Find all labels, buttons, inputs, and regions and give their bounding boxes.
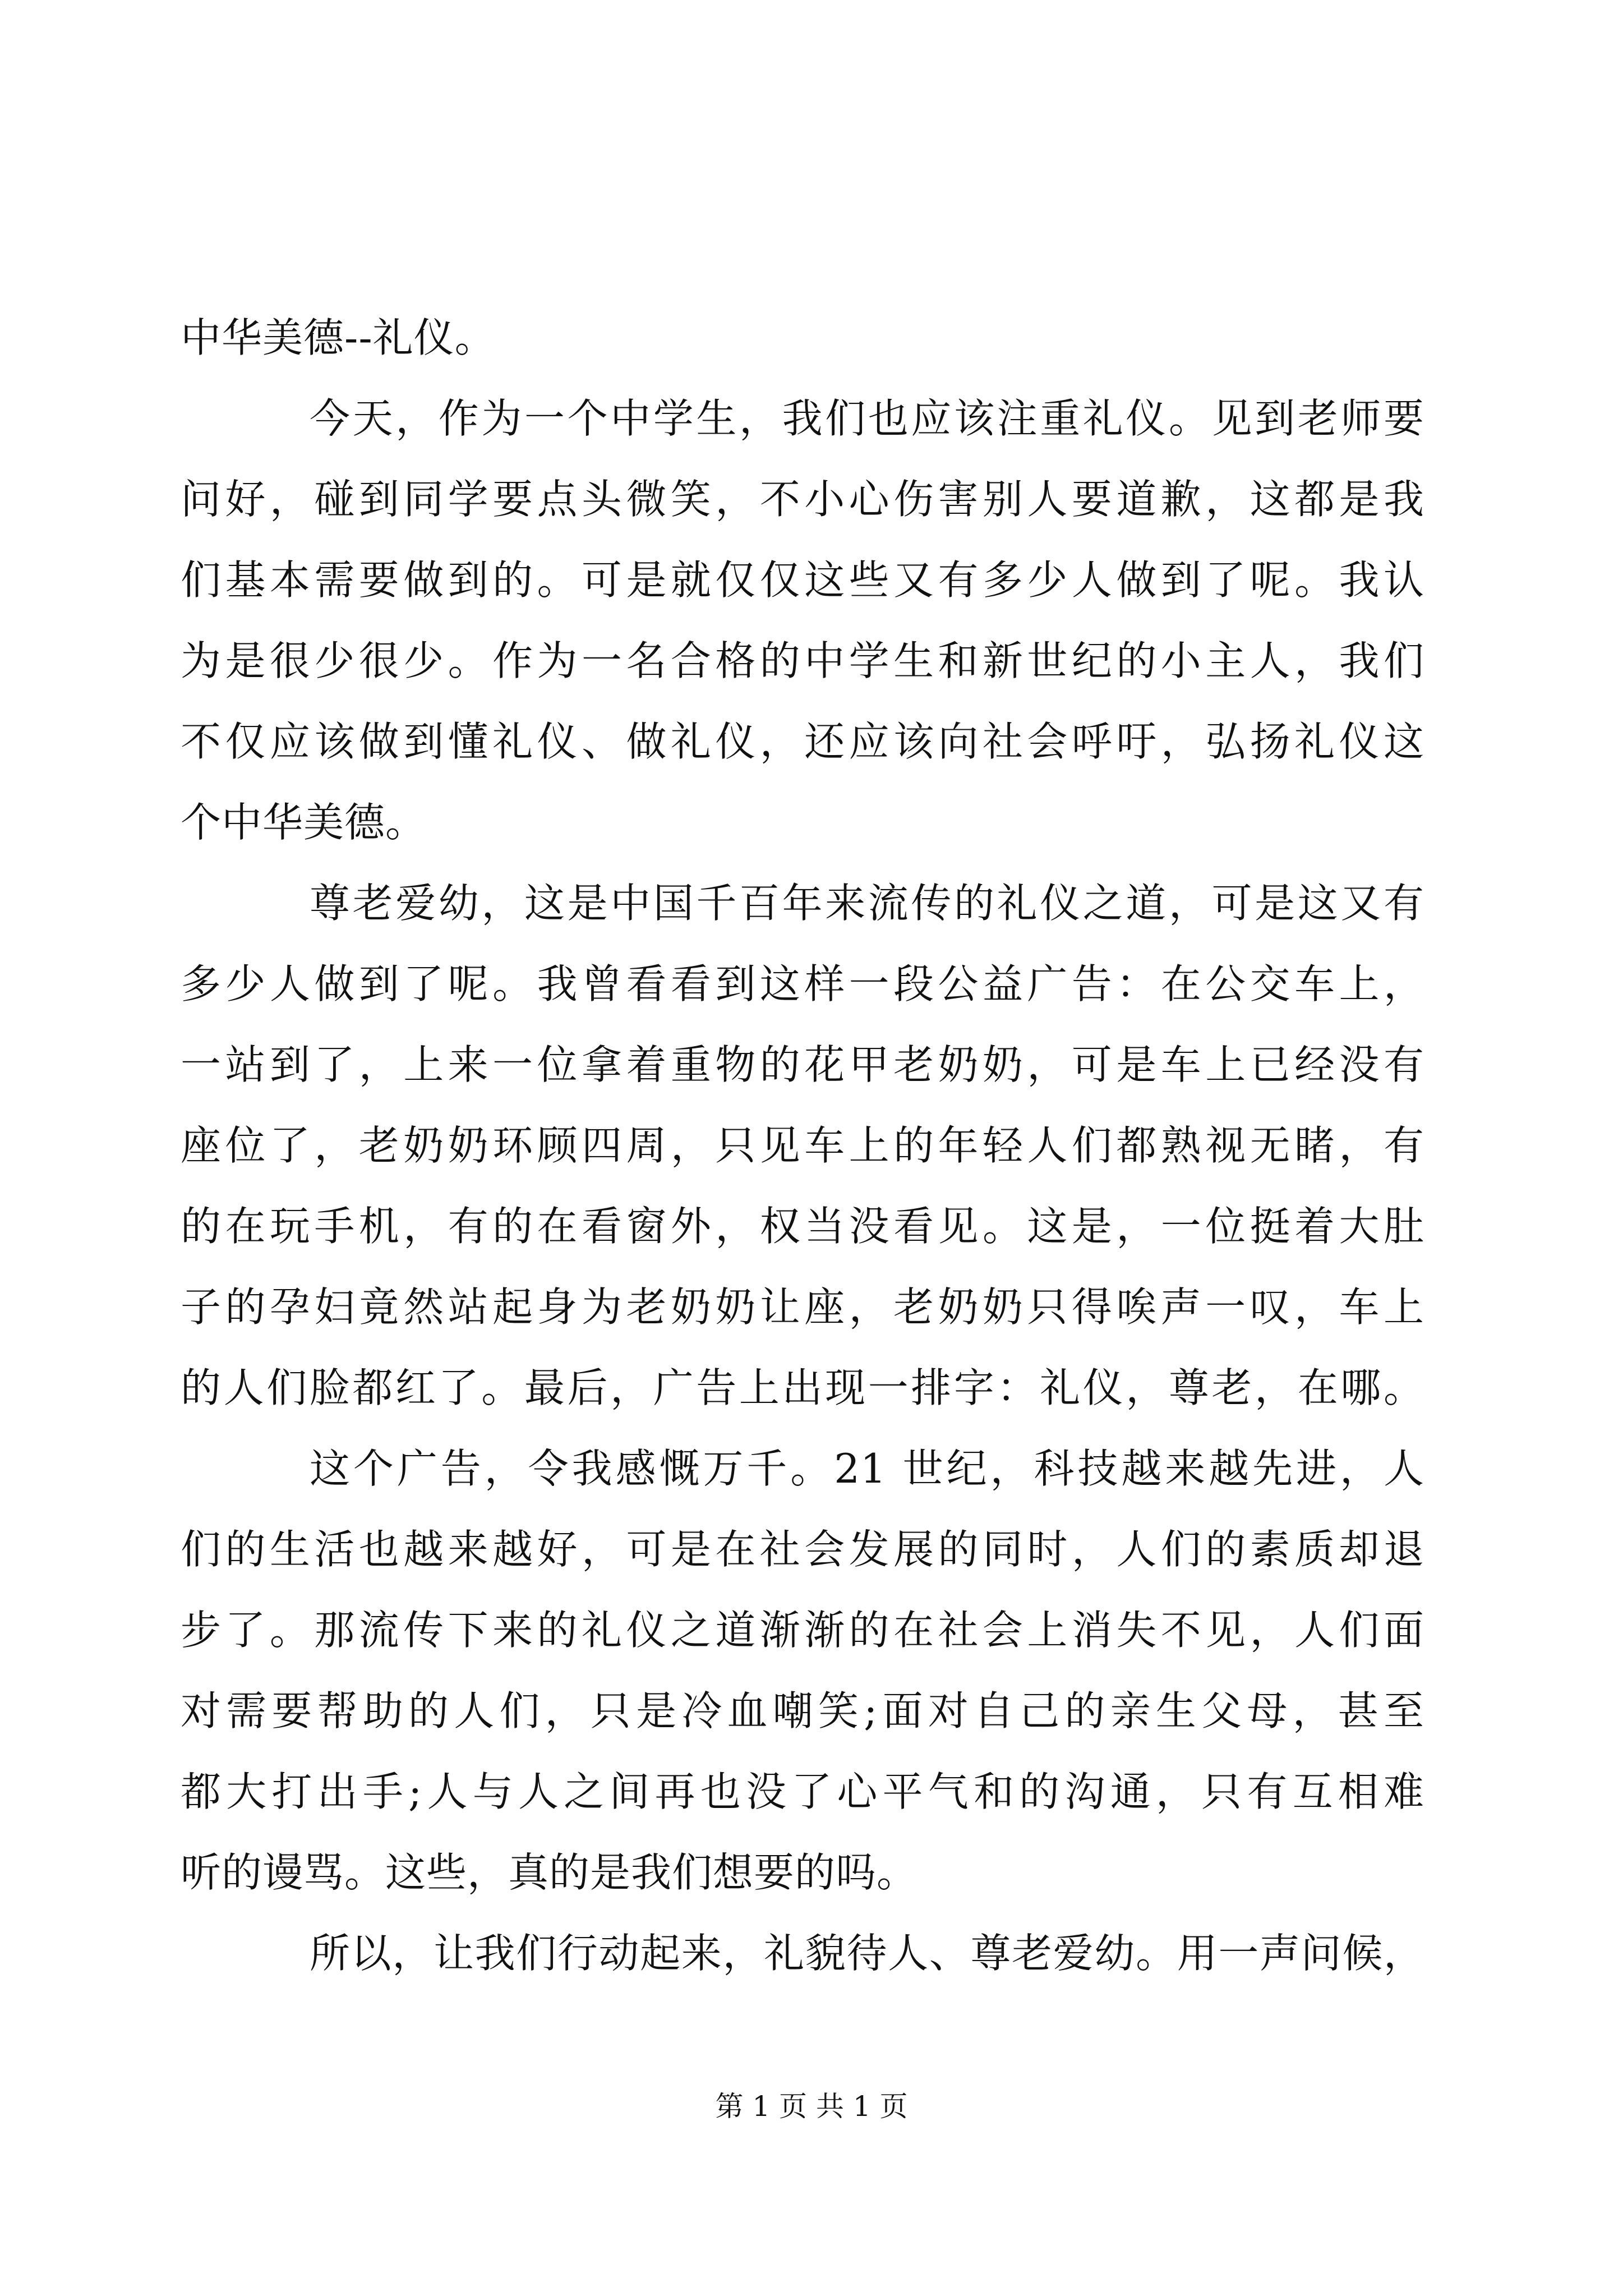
text-line: 都大打出手;人与人之间再也没了心平气和的沟通，只有互相难	[181, 1768, 1424, 1815]
text-line: 步了。那流传下来的礼仪之道渐渐的在社会上消失不见，人们面	[181, 1607, 1424, 1654]
text-line: 为是很少很少。作为一名合格的中学生和新世纪的小主人，我们	[181, 637, 1424, 684]
text-line: 对需要帮助的人们，只是冷血嘲笑;面对自己的亲生父母，甚至	[181, 1687, 1424, 1734]
body-text	[181, 297, 1424, 1994]
text-line: 不仅应该做到懂礼仪、做礼仪，还应该向社会呼吁，弘扬礼仪这	[181, 718, 1424, 765]
text-line: 一站到了，上来一位拿着重物的花甲老奶奶，可是车上已经没有	[181, 1041, 1424, 1088]
text-line: 座位了，老奶奶环顾四周，只见车上的年轻人们都熟视无睹，有	[181, 1122, 1424, 1169]
page-number-footer: 第 1 页 共 1 页	[715, 2090, 908, 2123]
text-line: 听的谩骂。这些，真的是我们想要的吗。	[181, 1849, 918, 1896]
text-line: 们的生活也越来越好，可是在社会发展的同时，人们的素质却退	[181, 1526, 1424, 1573]
text-line: 中华美德--礼仪。	[181, 314, 496, 361]
text-line: 尊老爱幼，这是中国千百年来流传的礼仪之道，可是这又有	[310, 880, 1424, 927]
text-line: 所以，让我们行动起来，礼貌待人、尊老爱幼。用一声问候，	[310, 1930, 1424, 1977]
text-line: 们基本需要做到的。可是就仅仅这些又有多少人做到了呢。我认	[181, 556, 1424, 604]
text-line: 这个广告，令我感慨万千。21 世纪，科技越来越先进，人	[310, 1445, 1424, 1492]
text-line: 个中华美德。	[181, 799, 427, 846]
text-line: 的人们脸都红了。最后，广告上出现一排字：礼仪，尊老，在哪。	[181, 1364, 1424, 1411]
text-line: 子的孕妇竟然站起身为老奶奶让座，老奶奶只得唉声一叹，车上	[181, 1283, 1424, 1331]
text-line: 今天，作为一个中学生，我们也应该注重礼仪。见到老师要	[310, 395, 1424, 442]
text-line: 的在玩手机，有的在看窗外，权当没看见。这是，一位挺着大肚	[181, 1203, 1424, 1250]
text-line: 多少人做到了呢。我曾看看到这样一段公益广告：在公交车上，	[181, 960, 1424, 1007]
text-line: 问好，碰到同学要点头微笑，不小心伤害别人要道歉，这都是我	[181, 476, 1424, 523]
